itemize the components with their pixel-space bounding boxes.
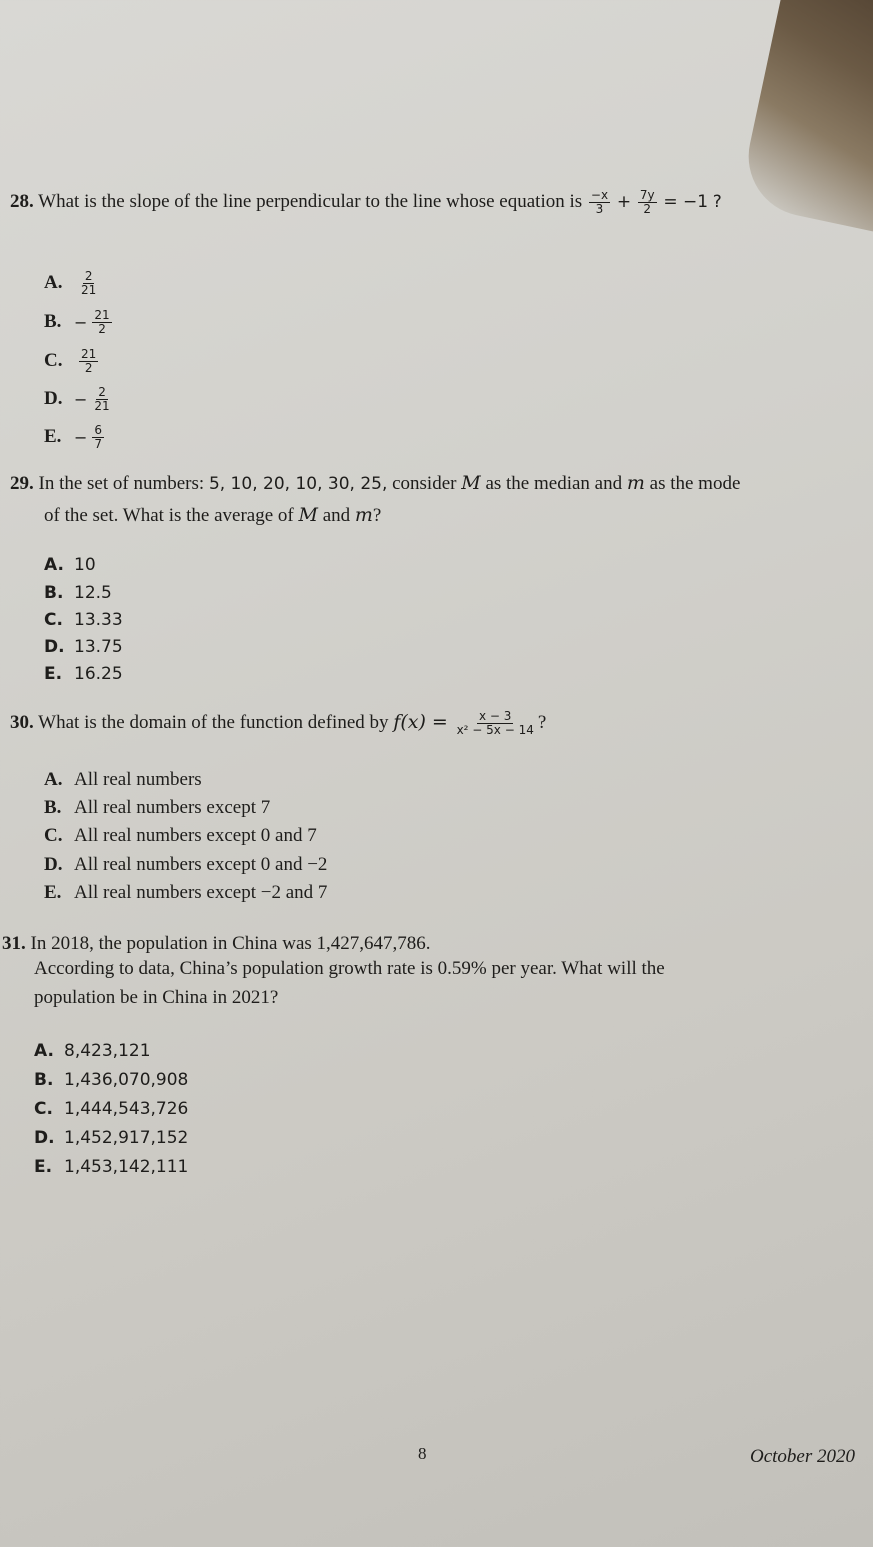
option-a[interactable]: A. $\frac{2}{21}$ [44, 269, 97, 298]
page-number: 8 [418, 1444, 427, 1463]
option-e[interactable]: E. All real numbers except −2 and 7 [44, 882, 328, 903]
background-object [738, 0, 873, 232]
function-fraction: $\frac{x - 3}{\text{x² − 5x − 14}}$ [456, 709, 534, 738]
question-31-line-3: population be in China in 2021? [34, 987, 279, 1008]
option-e[interactable]: E. 16.25 [44, 664, 123, 684]
question-29-line-2: of the set. What is the average of M and m? [44, 504, 382, 526]
question-number: 30. [10, 712, 34, 733]
function-label: f(x) = [393, 711, 448, 733]
question-28 [10, 189, 722, 216]
question-number: 29. [10, 473, 34, 494]
option-b[interactable]: B. 12.5 [44, 583, 112, 603]
option-e[interactable]: E. 1,453,142,111 [34, 1157, 189, 1177]
question-31-line-2: According to data, China’s population growth rate is 0.59% per year. What will the [34, 958, 665, 979]
question-31: 31. In 2018, the population in China was 1,427,647,786. [2, 933, 431, 954]
option-c[interactable]: C. 1,444,543,726 [34, 1099, 189, 1119]
option-a[interactable]: A. 10 [44, 555, 96, 575]
fraction-term-1: $\frac{-x}{3}$ [590, 188, 609, 217]
question-number: 28. [10, 191, 34, 212]
question-30: 30. What is the domain of the function defined by f(x) = $\frac{x - 3}{\text{x² − 5x − 14}}$ ? [10, 709, 547, 738]
option-a[interactable]: A. 8,423,121 [34, 1041, 151, 1061]
option-d[interactable]: D. − $\frac{2}{21}$ [44, 385, 110, 414]
option-b[interactable]: B. All real numbers except 7 [44, 797, 271, 818]
fraction-term-2: $\frac{7y}{2}$ [639, 188, 655, 217]
question-29: 29. In the set of numbers: 5, 10, 20, 10, 30, 25, consider M as the median and m as the mode [10, 472, 741, 494]
number-set: 5, 10, 20, 10, 30, 25, [208, 474, 388, 494]
option-d[interactable]: D. All real numbers except 0 and −2 [44, 854, 328, 875]
option-e[interactable]: E. − $\frac{6}{7}$ [44, 423, 103, 452]
option-a[interactable]: A. All real numbers [44, 769, 202, 790]
option-b[interactable]: B. − $\frac{21}{2}$ [44, 308, 110, 337]
plus-sign: + [616, 192, 632, 212]
footer-date: October 2020 [750, 1446, 856, 1467]
option-b[interactable]: B. 1,436,070,908 [34, 1070, 189, 1090]
option-c[interactable]: C. All real numbers except 0 and 7 [44, 825, 317, 846]
question-number: 31. [2, 933, 26, 954]
option-d[interactable]: D. 13.75 [44, 637, 123, 657]
option-c[interactable]: C. $\frac{21}{2}$ [44, 347, 97, 376]
option-c[interactable]: C. 13.33 [44, 610, 123, 630]
option-d[interactable]: D. 1,452,917,152 [34, 1128, 189, 1148]
equation-rhs: = −1 [663, 192, 709, 212]
question-mark: ? [712, 192, 722, 212]
question-text: What is the slope of the line perpendicular to the line whose equation is [38, 191, 583, 212]
